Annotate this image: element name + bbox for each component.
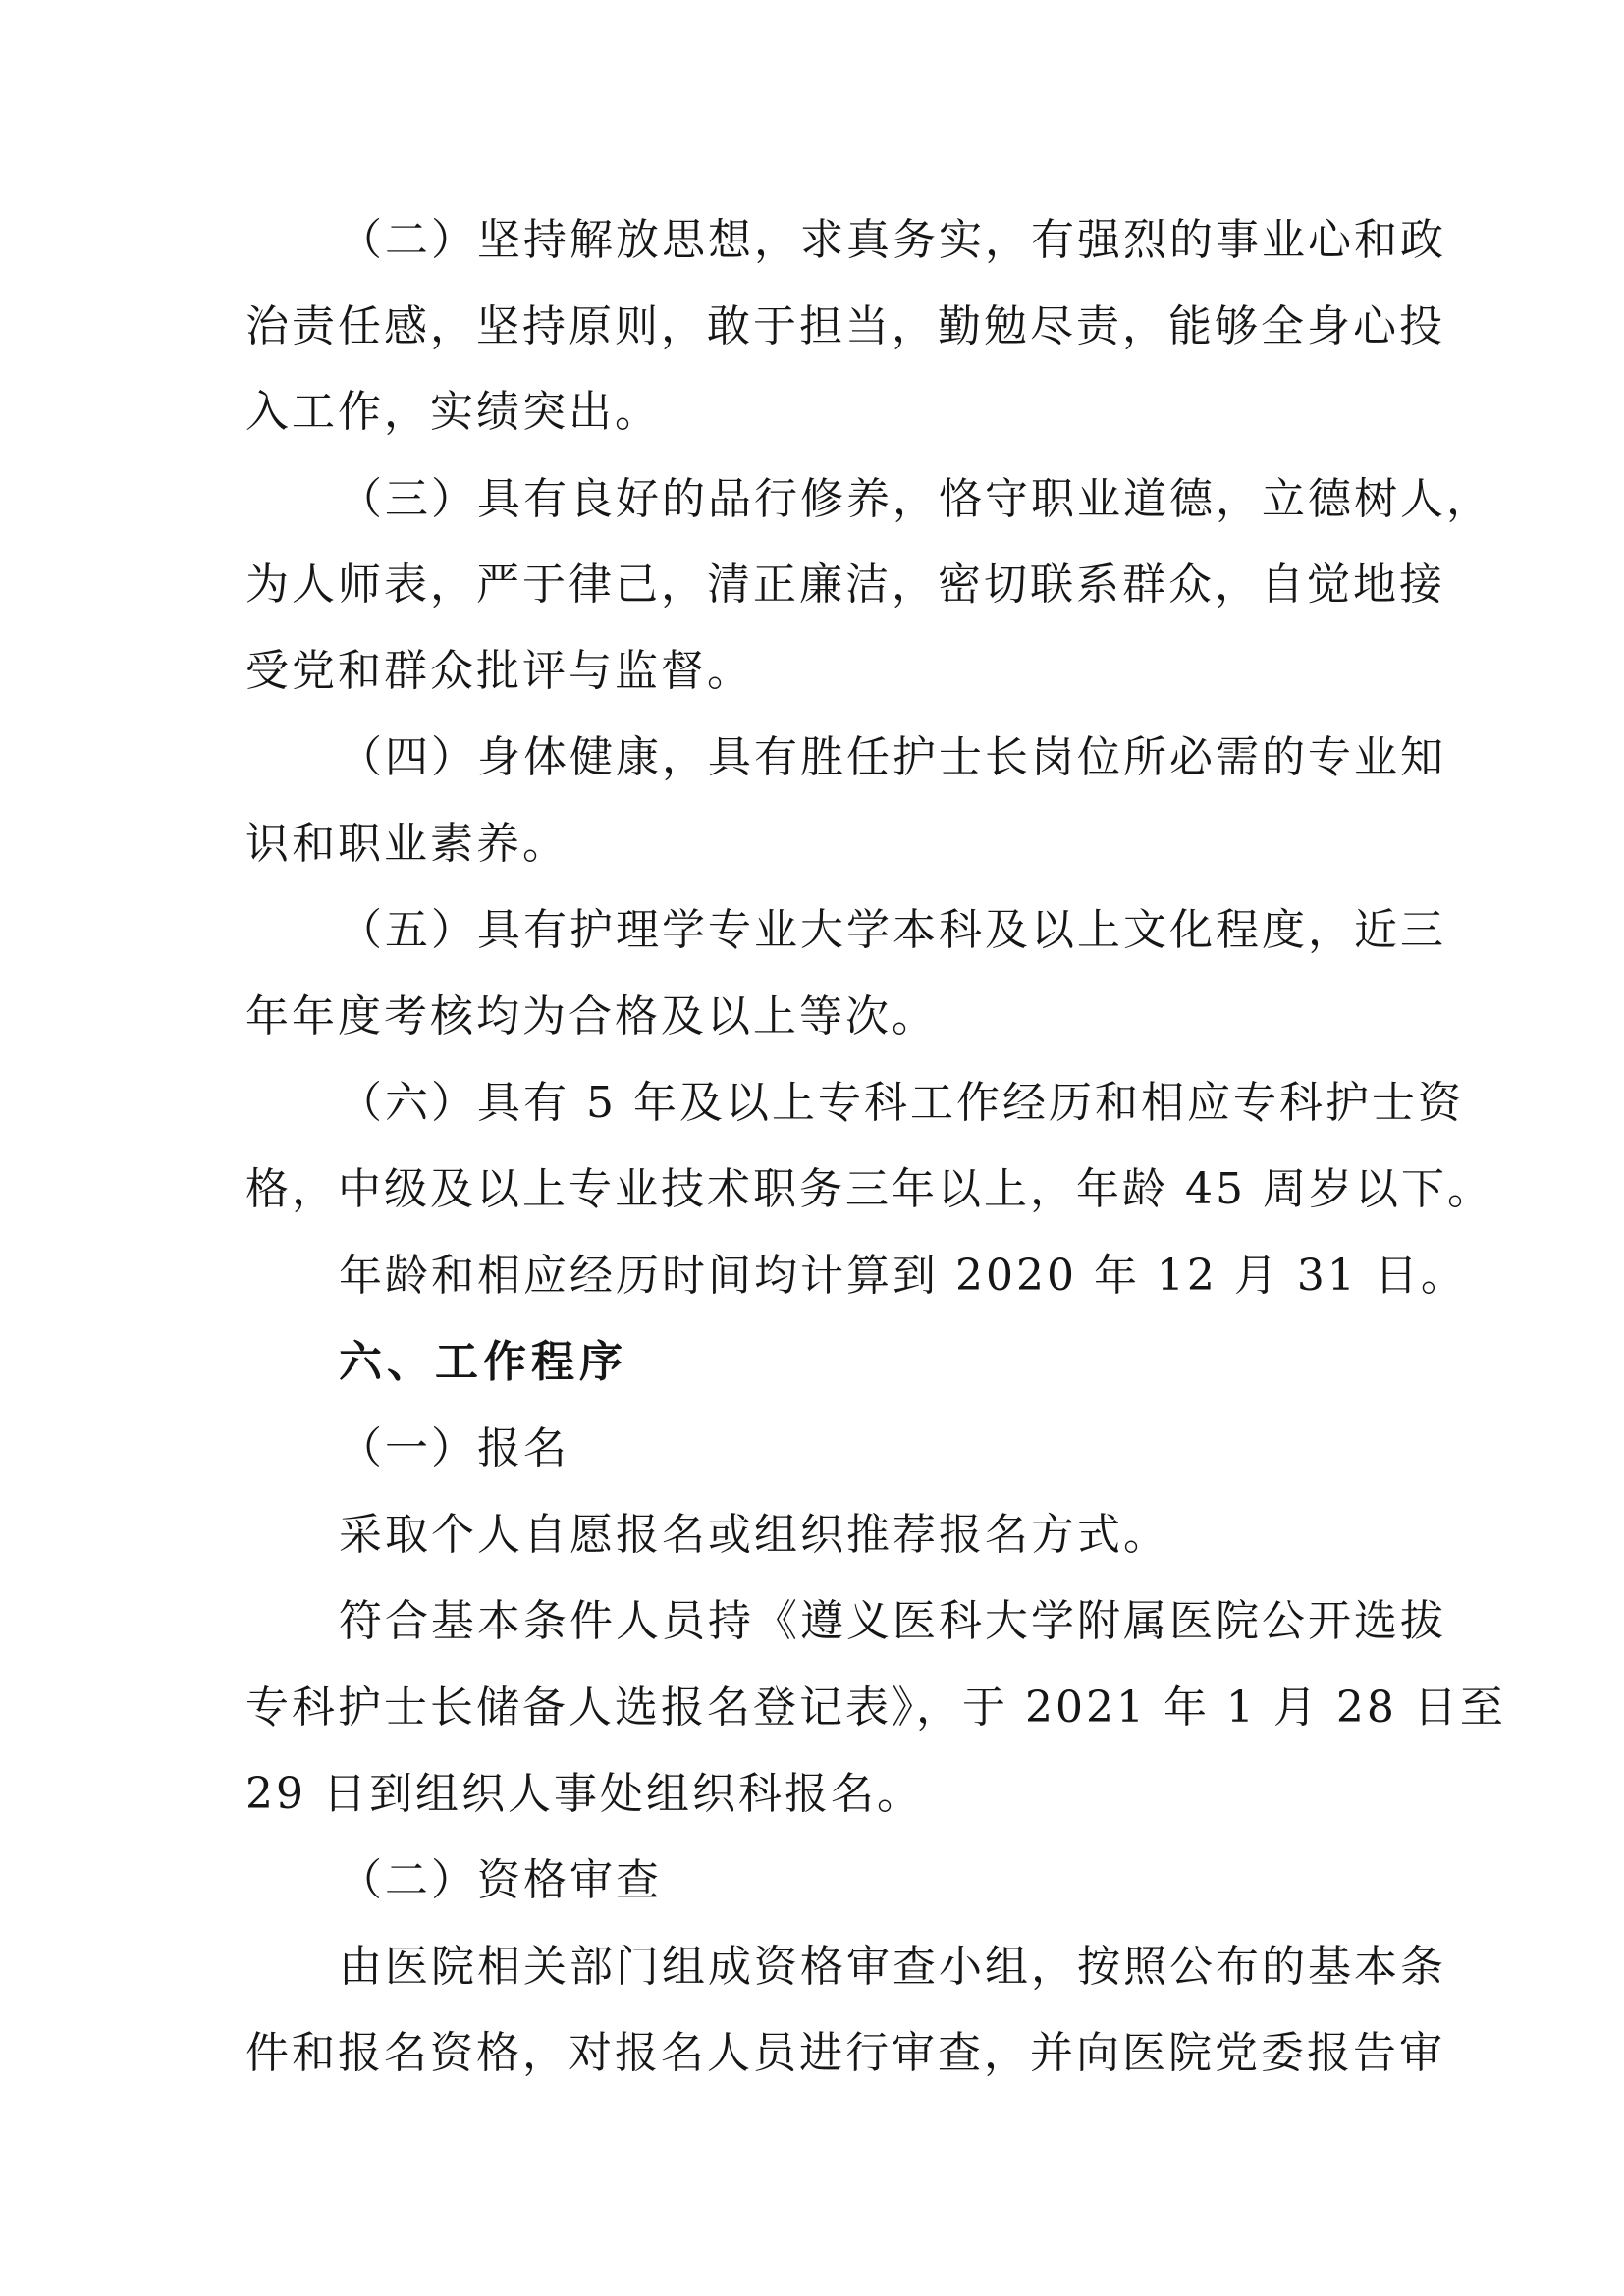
paragraph-line: （四）身体健康，具有胜任护士长岗位所必需的专业知 bbox=[339, 732, 1446, 782]
paragraph-line: 为人师表，严于律己，清正廉洁，密切联系群众，自觉地接 bbox=[245, 560, 1445, 610]
paragraph-line: 受党和群众批评与监督。 bbox=[245, 646, 753, 696]
paragraph-line: 治责任感，坚持原则，敢于担当，勤勉尽责，能够全身心投 bbox=[245, 301, 1445, 351]
paragraph-line: 年龄和相应经历时间均计算到 2020 年 12 月 31 日。 bbox=[339, 1251, 1467, 1301]
subsection-heading: （一）报名 bbox=[339, 1423, 569, 1473]
paragraph-line: 格，中级及以上专业技术职务三年以上，年龄 45 周岁以下。 bbox=[245, 1164, 1493, 1214]
paragraph-line: 入工作，实绩突出。 bbox=[245, 387, 661, 437]
section-heading: 六、工作程序 bbox=[339, 1337, 627, 1387]
paragraph-line: 专科护士长储备人选报名登记表》，于 2021 年 1 月 28 日至 bbox=[245, 1682, 1506, 1733]
paragraph-line: 件和报名资格，对报名人员进行审查，并向医院党委报告审 bbox=[245, 2028, 1445, 2078]
paragraph-line: （六）具有 5 年及以上专科工作经历和相应专科护士资 bbox=[339, 1078, 1464, 1128]
paragraph-line: 年年度考核均为合格及以上等次。 bbox=[245, 991, 938, 1041]
paragraph-line: 符合基本条件人员持《遵义医科大学附属医院公开选拔 bbox=[339, 1596, 1446, 1646]
paragraph-line: （三）具有良好的品行修养，恪守职业道德，立德树人， bbox=[339, 474, 1492, 524]
paragraph-line: 识和职业素养。 bbox=[245, 819, 568, 869]
paragraph-line: 29 日到组织人事处组织科报名。 bbox=[245, 1769, 923, 1819]
paragraph-line: （五）具有护理学专业大学本科及以上文化程度，近三 bbox=[339, 905, 1446, 955]
paragraph-line: （二）坚持解放思想，求真务实，有强烈的事业心和政 bbox=[339, 215, 1446, 265]
subsection-heading: （二）资格审查 bbox=[339, 1855, 662, 1905]
paragraph-line: 采取个人自愿报名或组织推荐报名方式。 bbox=[339, 1510, 1169, 1560]
paragraph-line: 由医院相关部门组成资格审查小组，按照公布的基本条 bbox=[339, 1942, 1446, 1992]
